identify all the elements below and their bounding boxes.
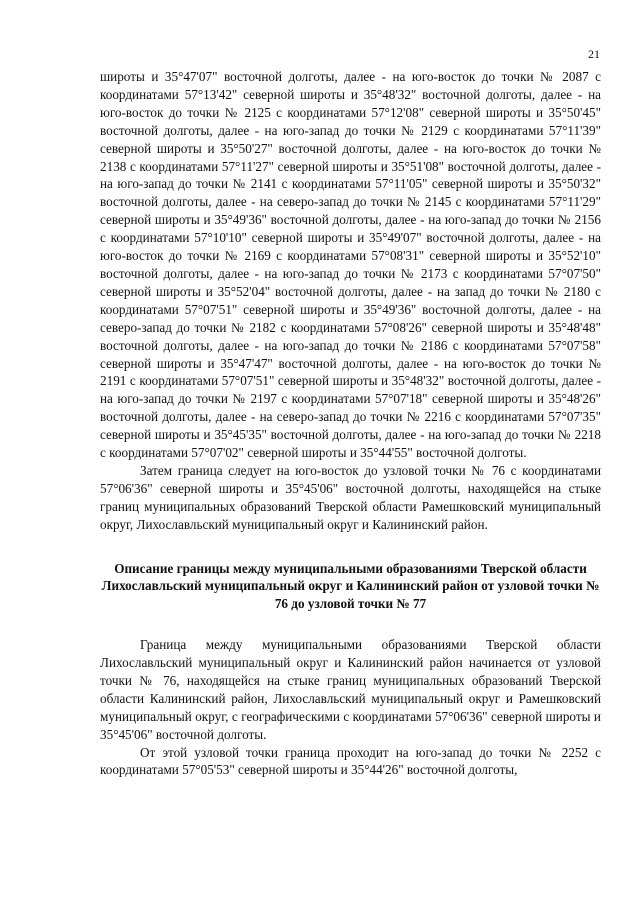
paragraph-continuation: широты и 35°47'07" восточной долготы, далее - на юго-восток до точки № 2087 с координатами 57°13'42" северной широты и 35°48'32" восточной долготы, далее - на юго-восток до точки № 2125 с координатами 57°12'08" северной широты и 35°50'45" восточной долготы, далее - на юго-запад до точки № 2129 с координатами 57°11'39" северной широты и 35°50'27" восточной долготы, далее - на юго-восток до точки № 2138 с координатами 57°11'27" северной широты и 35°51'08" восточной долготы, далее - на юго-запад до точки № 2141 с координатами 57°11'05" северной широты и 35°50'32" восточной долготы, далее - на северо-запад до точки № 2145 с координатами 57°11'29" северной широты и 35°49'36" восточной долготы, далее - на юго-запад до точки № 2156 с координатами 57°10'10" северной широты и 35°49'07" восточной долготы, далее - на юго-восток до точки № 2169 с координатами 57°08'31" северной широты и 35°52'10" восточной долготы, далее - на юго-запад до точки № 2173 с координатами 57°07'50" северной широты и 35°52'04" восточной долготы, далее - на запад до точки № 2180 с координатами 57°07'51" северной широты и 35°49'36" восточной долготы, далее - на северо-запад до точки № 2182 с координатами 57°08'26" северной широты и 35°48'48" восточной долготы, далее - на юго-запад до точки № 2186 с координатами 57°07'58" северной широты и 35°47'47" восточной долготы, далее - на юго-восток до точки № 2191 с координатами 57°07'51" северной широты и 35°48'32" восточной долготы, далее - на юго-запад до точки № 2197 с координатами 57°07'18" северной широты и 35°48'26" восточной долготы, далее - на северо-запад до точки № 2216 с координатами 57°07'35" северной широты и 35°45'35" восточной долготы, далее - на юго-запад до точки № 2218 с координатами 57°07'02" северной широты и 35°44'55" восточной долготы. (100, 69, 601, 461)
paragraph-boundary-continuation: От этой узловой точки граница проходит на юго-запад до точки № 2252 с координатами 57°05'53" северной широты и 35°44'26" восточной долготы, (100, 744, 601, 778)
section-heading: Описание границы между муниципальными образованиями Тверской области Лихославльский муниципальный округ и Калининский район от узловой точки № 76 до узловой точки № 77 (101, 560, 600, 611)
paragraph-boundary-start: Граница между муниципальными образованиями Тверской области Лихославльский муниципальный округ и Калининский район начинается от узловой точки № 76, находящейся на стыке границ муниципальных образований Тверской области Калининский район, Лихославльский муниципальный округ и Рамешковский муниципальный округ, с географическими с координатами 57°06'36" северной широты и 35°45'06" восточной долготы. (100, 637, 601, 742)
page-number: 21 (588, 47, 600, 61)
paragraph-node-76: Затем граница следует на юго-восток до узловой точки № 76 с координатами 57°06'36" северной широты и 35°45'06" восточной долготы, находящейся на стыке границ муниципальных образований Тверской области Рамешковский муниципальный округ, Лихославльский муниципальный округ и Калининский район. (100, 462, 601, 532)
document-body (100, 68, 601, 779)
